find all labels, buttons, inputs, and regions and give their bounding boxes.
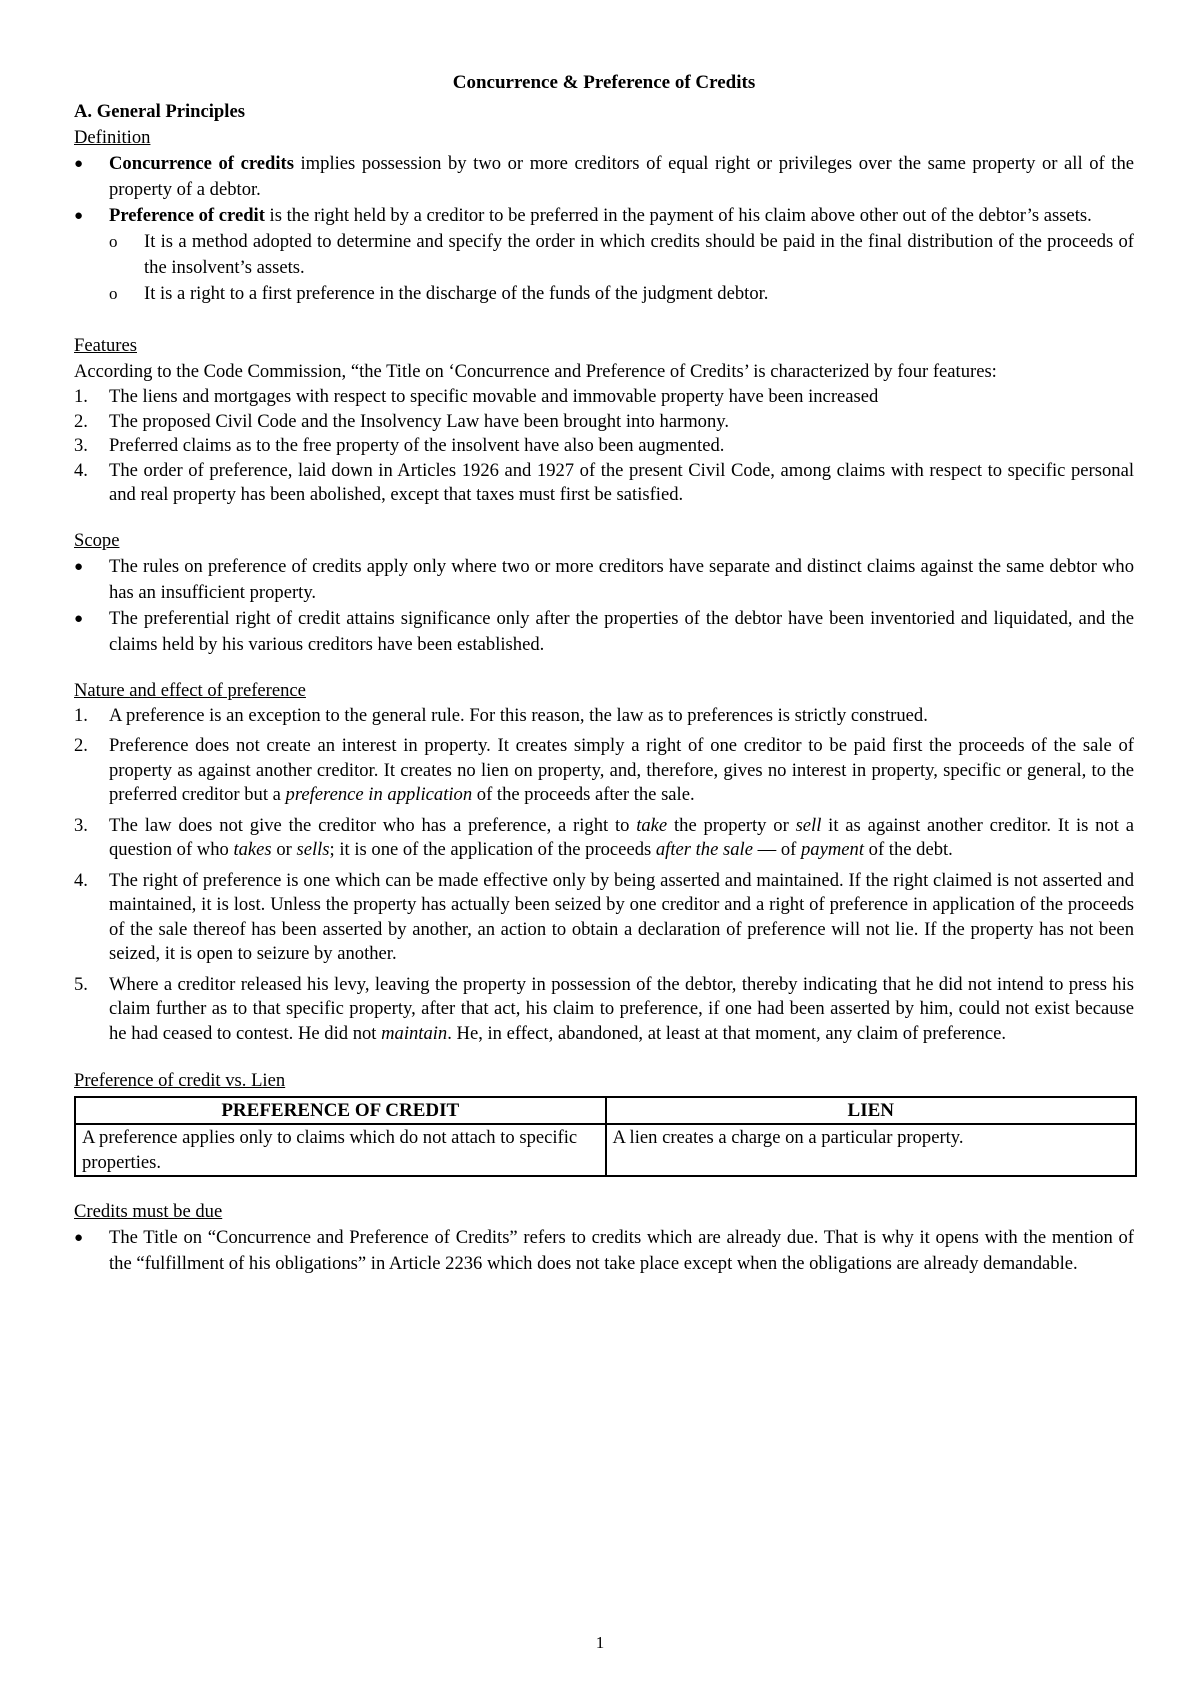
list-item [74,704,1134,729]
list-item-text: of the debt. [864,839,953,860]
list-item-text: — of [752,839,801,860]
circle-bullet-icon: o [109,284,118,303]
list-item [74,973,1134,1047]
list-item-text: The Title on “Concurrence and Preference of Credits” refers to credits which are already due. That is why it opens with the mention of the “fulfillment of his obligations” in Article 2236 which does not take place except when the obligations are already demandable. [109,1227,1134,1274]
list-item-text: or [271,839,297,860]
list-item-text: A preference is an exception to the general rule. For this reason, the law as to preferences is strictly construed. [109,704,928,726]
section-heading-general-principles: A. General Principles [74,101,245,122]
list-number: 3. [74,814,88,836]
list-number: 2. [74,410,88,432]
bullet-icon: ● [74,156,84,172]
list-item [74,434,1134,459]
list-item [74,459,1134,508]
italic-text: maintain [381,1022,448,1044]
list-item [74,734,1134,808]
table-header-row [75,1097,1136,1124]
list-item-text: The order of preference, laid down in Articles 1926 and 1927 of the present Civil Code, among claims with respect to specific personal and real property has been abolished, except that taxes must first be satisfied. [109,459,1134,505]
sublist-item-text: It is a method adopted to determine and specify the order in which credits should be paid in the final distribution of the proceeds of the insolvent’s assets. [144,231,1134,278]
bullet-icon: ● [74,1230,84,1246]
term-bold: Concurrence of credits [109,153,294,174]
table-header-cell: PREFERENCE OF CREDIT [75,1097,606,1124]
italic-text: payment [801,839,864,860]
list-item [74,869,1134,967]
list-item-text: The proposed Civil Code and the Insolvency Law have been brought into harmony. [109,410,729,432]
nature-heading: Nature and effect of preference [74,679,306,701]
list-item-text: The preferential right of credit attains significance only after the properties of the debtor have been inventoried and liquidated, and the claims held by his various creditors have been established. [109,607,1134,655]
list-item [74,410,1134,435]
list-number: 3. [74,435,88,456]
list-item-text: of the proceeds after the sale. [472,784,695,805]
list-item-text: Where a creditor released his levy, leaving the property in possession of the debtor, thereby indicating that he did not intend to press his claim further as to that specific property, after that act, his claim to preference, if one had been asserted by him, could not exist because he had ceased to contest. He did not [109,973,1134,1044]
definition-list [74,151,1134,307]
list-item [74,151,1134,203]
italic-text: takes [233,839,272,860]
italic-text: sell [795,814,822,836]
list-item [74,814,1134,863]
sublist-item [109,281,1134,307]
sublist-item [109,229,1134,281]
features-intro: According to the Code Commission, “the Title on ‘Concurrence and Preference of Credits’ is characterized by four features: [74,361,997,382]
document-page [74,70,1134,1277]
features-list [74,385,1134,508]
scope-heading: Scope [74,529,120,551]
list-item [74,554,1134,606]
definition-sublist [109,229,1134,307]
italic-text: sells [296,839,330,860]
bullet-icon: ● [74,208,84,224]
italic-text: preference in application [285,784,473,805]
term-bold: Preference of credit [109,205,265,226]
list-item-text: . He, in effect, abandoned, at least at that moment, any claim of preference. [447,1022,1007,1044]
list-number: 5. [74,973,88,995]
features-heading: Features [74,335,137,356]
list-number: 1. [74,704,88,726]
scope-list [74,554,1134,658]
document-title: Concurrence & Preference of Credits [452,72,756,93]
list-item-text: The rules on preference of credits apply only where two or more creditors have separate and distinct claims against the same debtor who has an insufficient property. [109,555,1134,603]
list-item-text: the property or [667,814,796,836]
table-cell: A preference applies only to claims which do not attach to specific properties. [75,1124,606,1176]
term-text: implies possession by two or more creditors of equal right or privileges over the same property or all of the property of a debtor. [109,153,1134,200]
due-heading: Credits must be due [74,1201,223,1222]
list-item [74,385,1134,410]
table-header-cell: LIEN [606,1097,1137,1124]
list-number: 4. [74,459,88,481]
list-item [74,606,1134,658]
circle-bullet-icon: o [109,232,118,251]
italic-text: after the sale [655,839,753,860]
list-item-text: The liens and mortgages with respect to specific movable and immovable property have been increased [109,386,879,407]
list-item [74,203,1134,307]
list-item-text: Preference does not create an interest in property. It creates simply a right of one creditor to be paid first the proceeds of the sale of property as against another creditor. It creates no lien on property, and, therefore, gives no interest in property, specific or general, to the preferred creditor but a [109,735,1134,805]
sublist-item-text: It is a right to a first preference in the discharge of the funds of the judgment debtor. [144,283,769,304]
list-item [74,1225,1134,1277]
list-number: 2. [74,735,88,756]
comparison-table [74,1096,1137,1177]
list-item-text: The law does not give the creditor who has a preference, a right to [109,814,637,836]
term-text: is the right held by a creditor to be preferred in the payment of his claim above other out of the debtor’s assets. [264,205,1092,226]
list-item-text: The right of preference is one which can be made effective only by being asserted and maintained. If the right claimed is not asserted and maintained, it is lost. Unless the property has actually been seized by one creditor and a right of preference in application of the proceeds of the sale thereof has been asserted by another, an action to obtain a declaration of preference will not lie. If the property has not been seized, it is open to seizure by another. [109,869,1134,964]
table-row [75,1124,1136,1176]
list-item-text: it as against another creditor. It is not a question of who [109,814,1134,860]
list-number: 1. [74,386,88,407]
nature-list [74,704,1134,1047]
comparison-heading: Preference of credit vs. Lien [74,1070,286,1091]
list-number: 4. [74,869,88,891]
definition-heading: Definition [74,127,151,148]
italic-text: take [636,814,668,836]
due-list [74,1225,1134,1277]
table-cell: A lien creates a charge on a particular property. [606,1124,1137,1176]
list-item-text: ; it is one of the application of the proceeds [329,839,656,860]
bullet-icon: ● [74,610,84,627]
page-number: 1 [595,1633,605,1652]
list-item-text: Preferred claims as to the free property of the insolvent have also been augmented. [109,435,725,456]
bullet-icon: ● [74,558,84,575]
